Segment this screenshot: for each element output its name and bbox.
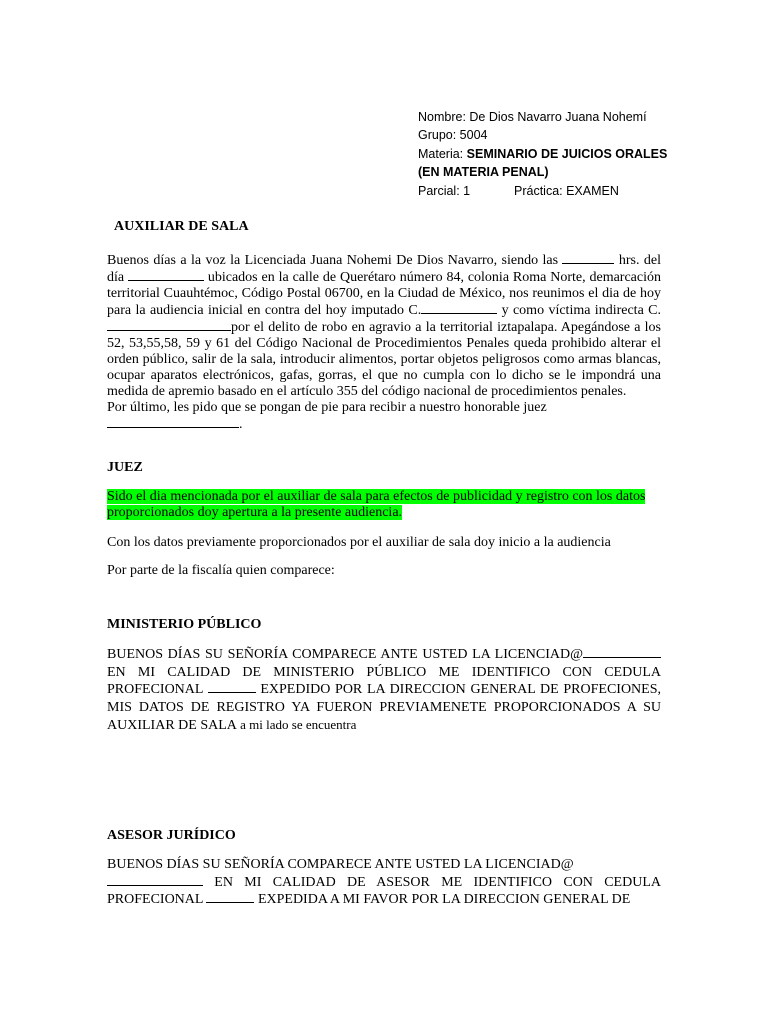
student-group: Grupo: 5004 xyxy=(418,128,488,143)
blank-victima xyxy=(107,319,231,331)
blank-imputado xyxy=(421,302,497,314)
auxiliar-text-3: ubicados en la calle de Querétaro número 84, colonia Roma Norte, demarcación territorial Cuauhtémoc, Código Postal 06700, en la Ciudad de México, nos reunimos el dia de hoy para la audiencia inicial en contra del hoy imputado C. xyxy=(107,270,661,318)
juez-highlight-paragraph xyxy=(107,489,661,521)
auxiliar-text-5: por el delito de robo en agravio a la territorial iztapalapa. Apegándose a los 52, 53,55,58, 59 y 61 del Código Nacional de Procedimientos Penales queda prohibido alterar el orden público, salir de la sala, introducir alimentos, portar objetos peligrosos como armas blancas, ocupar aparatos electrónicos, gafas, gorras, el que no cumpla con lo dicho se le impondrá una medida de apremio basado en el artículo 355 del código nacional de procedimientos penales. xyxy=(107,320,661,399)
ministerio-heading: MINISTERIO PÚBLICO xyxy=(107,617,262,632)
ministerio-text-1: BUENOS DÍAS SU SEÑORÍA COMPARECE ANTE USTED LA LICENCIAD@ xyxy=(107,647,583,662)
ministerio-paragraph xyxy=(107,646,661,735)
partial-practice xyxy=(418,182,738,200)
auxiliar-text-6: Por último, les pido que se pongan de pie para recibir a nuestro honorable juez xyxy=(107,400,547,415)
blank-juez xyxy=(107,416,239,428)
subject-label: Materia: xyxy=(418,146,467,161)
auxiliar-text-7: . xyxy=(239,417,243,432)
subject-value: SEMINARIO DE JUICIOS ORALES xyxy=(466,146,668,161)
auxiliar-text-1: Buenos días a la voz la Licenciada Juana Nohemi De Dios Navarro, siendo las xyxy=(107,253,563,268)
ministerio-text-3: EXPEDIDO POR LA DIRECCION GENERAL DE PROFECIONES, MIS DATOS DE REGISTRO YA FUERON PREVIAMENETE PROPORCIONADOS A SU AUXILIAR DE SALA xyxy=(107,682,661,733)
juez-paragraph-3: Por parte de la fiscalía quien comparece: xyxy=(107,563,335,578)
juez-paragraph-2: Con los datos previamente proporcionados por el auxiliar de sala doy inicio a la audiencia xyxy=(107,535,611,550)
auxiliar-heading: AUXILIAR DE SALA xyxy=(114,219,249,234)
asesor-heading: ASESOR JURÍDICO xyxy=(107,828,236,843)
highlighted-text: Sido el dia mencionada por el auxiliar de sala para efectos de publicidad y registro con los datos proporcionados doy apertura a la presente audiencia. xyxy=(107,489,646,520)
ministerio-text-2: EN MI CALIDAD DE MINISTERIO PÚBLICO ME IDENTIFICO CON CEDULA PROFECIONAL xyxy=(107,664,661,697)
partial: Parcial: 1 xyxy=(418,183,471,198)
auxiliar-paragraph xyxy=(107,252,661,433)
subject-value-2: (EN MATERIA PENAL) xyxy=(418,165,549,180)
juez-heading: JUEZ xyxy=(107,460,143,475)
blank-licenciada xyxy=(583,646,661,658)
asesor-paragraph xyxy=(107,856,661,909)
ministerio-text-4: a mi lado se encuentra xyxy=(236,717,357,732)
blank-hour xyxy=(562,252,614,264)
blank-asesor-name xyxy=(107,874,203,886)
subject-continued xyxy=(418,163,738,181)
asesor-text-3: EXPEDIDA A MI FAVOR POR LA DIRECCION GENERAL DE xyxy=(254,892,631,907)
auxiliar-text-4: y como víctima indirecta C. xyxy=(497,303,661,318)
asesor-text-2: EN MI CALIDAD DE ASESOR ME IDENTIFICO CON CEDULA PROFECIONAL xyxy=(107,874,661,907)
blank-cedula xyxy=(208,681,256,693)
blank-day xyxy=(128,269,204,281)
student-info xyxy=(418,108,738,200)
asesor-text-1: BUENOS DÍAS SU SEÑORÍA COMPARECE ANTE USTED LA LICENCIAD@ xyxy=(107,857,574,872)
blank-asesor-cedula xyxy=(206,891,254,903)
student-name: Nombre: De Dios Navarro Juana Nohemí xyxy=(418,110,647,124)
subject xyxy=(418,145,738,163)
auxiliar-text-2: hrs. del día xyxy=(107,253,661,285)
practice: Práctica: EXAMEN xyxy=(514,183,619,198)
